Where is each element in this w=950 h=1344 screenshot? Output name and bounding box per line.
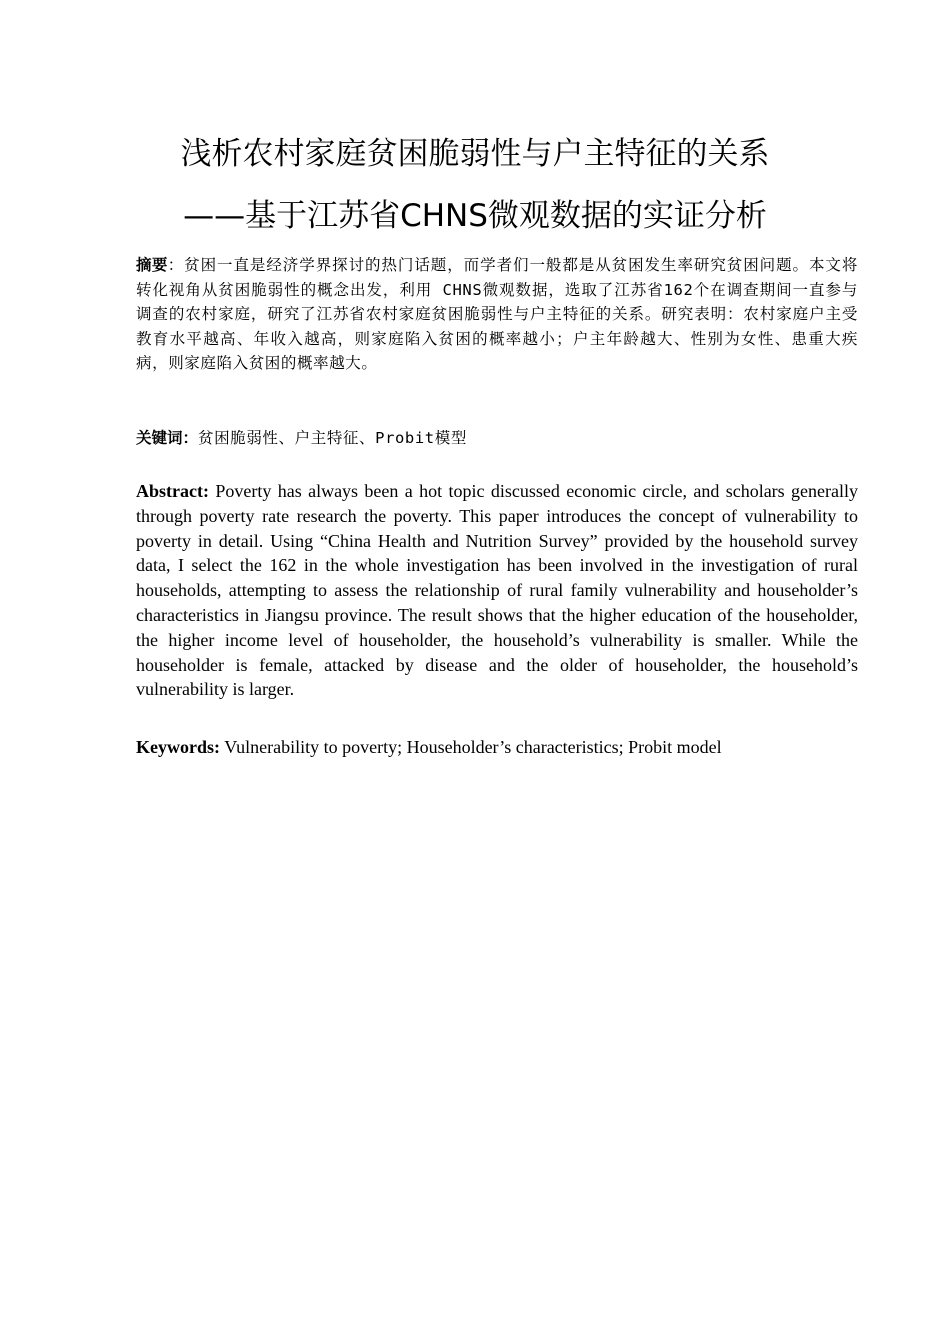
chinese-keywords <box>136 426 858 451</box>
chinese-abstract <box>136 253 858 376</box>
english-keywords-label: Keywords: <box>136 737 220 757</box>
chinese-keywords-text: 贫困脆弱性、户主特征、Probit模型 <box>198 429 467 447</box>
english-keywords <box>136 735 858 760</box>
chinese-keywords-separator: ： <box>182 429 199 447</box>
english-abstract <box>136 479 858 702</box>
chinese-keywords-label: 关键词 <box>136 429 183 447</box>
chinese-abstract-separator: ： <box>167 256 185 274</box>
english-abstract-label: Abstract: <box>136 481 209 501</box>
chinese-abstract-label: 摘要 <box>136 256 168 274</box>
chinese-abstract-text: 贫困一直是经济学界探讨的热门话题，而学者们一般都是从贫困发生率研究贫困问题。本文将转化视角从贫困脆弱性的概念出发，利用 CHNS微观数据，选取了江苏省162个在调查期间一直参与调查的农村家庭，研究了江苏省农村家庭贫困脆弱性与户主特征的关系。研究表明：农村家庭户主受教育水平越高、年收入越高，则家庭陷入贫困的概率越小；户主年龄越大、性别为女性、患重大疾病，则家庭陷入贫困的概率越大。 <box>136 256 858 372</box>
english-abstract-text: Poverty has always been a hot topic discussed economic circle, and scholars generally through poverty rate research the poverty. This paper introduces the concept of vulnerability to poverty in detail. Using “China Health and Nutrition Survey” provided by the household survey data, I select the 162 in the whole investigation has been involved in the investigation of rural households, attempting to assess the relationship of rural family vulnerability and householder’s characteristics in Jiangsu province. The result shows that the higher education of the householder, the higher income level of householder, the household’s vulnerability is smaller. While the householder is female, attacked by disease and the older of householder, the household’s vulnerability is larger. <box>136 481 859 700</box>
paper-subtitle: ——基于江苏省CHNS微观数据的实证分析 <box>183 198 767 234</box>
english-keywords-text: Vulnerability to poverty; Householder’s characteristics; Probit model <box>224 737 722 757</box>
paper-title: 浅析农村家庭贫困脆弱性与户主特征的关系 <box>180 136 770 172</box>
